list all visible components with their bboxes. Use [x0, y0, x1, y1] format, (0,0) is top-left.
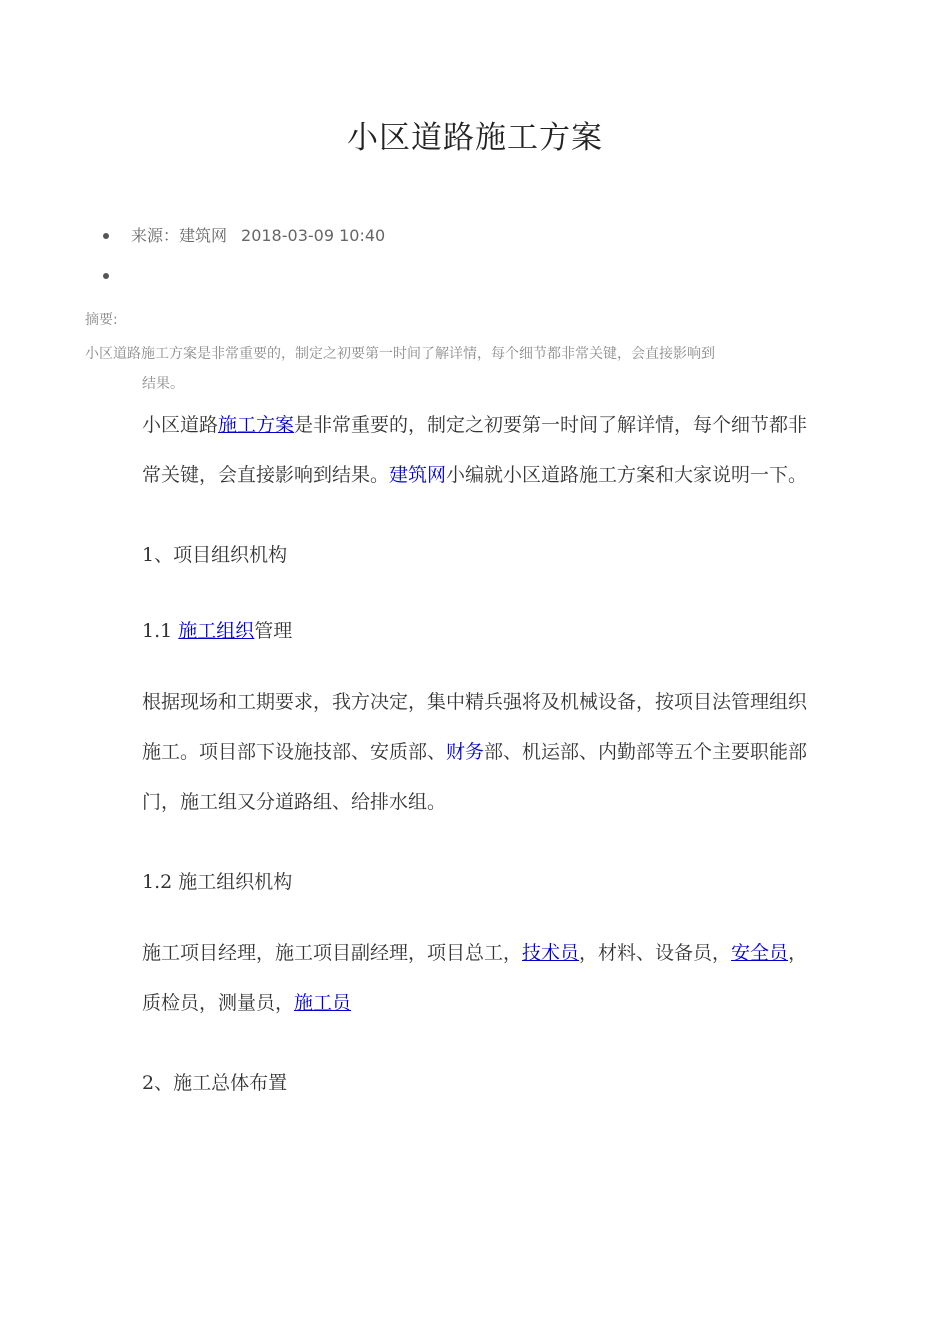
meta-list	[100, 222, 385, 290]
subsection-heading-1-2: 1.2 施工组织机构	[142, 871, 293, 893]
meta-item-source	[100, 222, 385, 250]
organization-paragraph	[142, 677, 812, 827]
page-title: 小区道路施工方案	[347, 120, 603, 156]
link-safety-officer[interactable]: 安全员	[731, 942, 789, 964]
article-body	[142, 400, 812, 1108]
text-run: 施工项目经理，施工项目副经理，项目总工，	[142, 942, 523, 964]
meta-datetime: 2018-03-09 10:40	[241, 226, 386, 245]
link-construction-organization[interactable]: 施工组织	[178, 620, 255, 642]
meta-source: 来源：建筑网	[131, 226, 228, 245]
link-construction-worker[interactable]: 施工员	[294, 992, 352, 1014]
staff-paragraph	[142, 928, 812, 1028]
text-run: 1.1	[142, 620, 179, 642]
intro-paragraph	[142, 400, 812, 500]
summary-text	[85, 339, 810, 399]
bullet-icon	[103, 233, 109, 239]
meta-item-empty	[100, 262, 385, 290]
bullet-icon	[103, 273, 109, 279]
summary-label: 摘要:	[85, 312, 118, 328]
text-run: 管理	[254, 620, 293, 642]
link-technician[interactable]: 技术员	[522, 942, 580, 964]
text-run: 小编就小区道路施工方案和大家说明一下。	[446, 464, 808, 486]
link-jianzhu-wang[interactable]: 建筑网	[389, 464, 447, 486]
summary-line: 小区道路施工方案是非常重要的，制定之初要第一时间了解详情，每个细节都非常关键，会直接影响到	[85, 346, 715, 362]
subsection-heading-1-1	[142, 606, 812, 656]
link-finance[interactable]: 财务	[446, 741, 485, 763]
text-run: ，材料、设备员，	[579, 942, 732, 964]
summary-line: 结果。	[142, 376, 184, 392]
text-run: 根据现场和工期要求，我方决定，集中精兵强将及机械设备，按项目法管理组织施工。项目部下设施技部、安质部、	[142, 691, 808, 763]
text-run: 是非常重要的，制定之初要第一时间了解详情，每个细节都非常关键，会直接影响到结果。	[142, 414, 808, 486]
text-run: ，质检员，测量员，	[142, 942, 808, 1014]
text-run: 小区道路	[142, 414, 219, 436]
text-run: 部、机运部、内勤部等五个主要职能部门，施工组又分道路组、给排水组。	[142, 741, 808, 813]
section-heading-2: 2、施工总体布置	[142, 1072, 288, 1094]
link-construction-plan[interactable]: 施工方案	[218, 414, 295, 436]
section-heading-1: 1、项目组织机构	[142, 544, 288, 566]
